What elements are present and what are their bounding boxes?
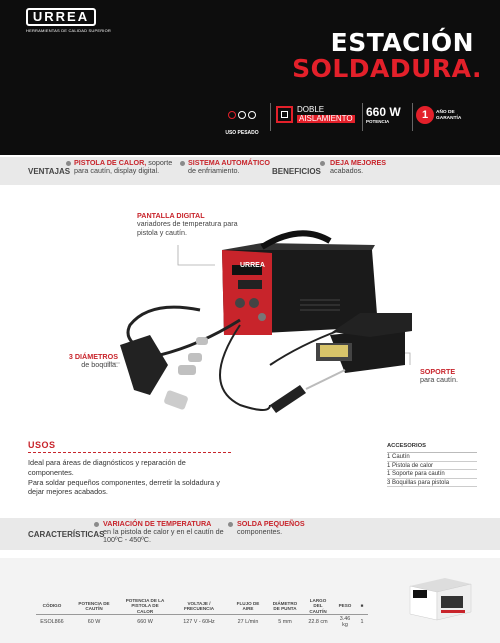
accesorios-table (387, 443, 477, 487)
aislamiento-feature: DOBLE AISLAMIENTO (276, 102, 356, 132)
box-icon: ■ (356, 598, 368, 615)
accesorio-item: 1 Pistola de calor (387, 462, 477, 471)
callout-pantalla: PANTALLA DIGITAL variadores de temperatura para pistola y cautín. (137, 211, 238, 237)
uso-pesado-feature (218, 102, 266, 136)
ventaja-item-2: SISTEMA AUTOMÁTICO de enfriamiento. (188, 158, 270, 176)
ventaja-item-1: PISTOLA DE CALOR, soporte para cautín, display digital. (74, 158, 173, 176)
product-logo: URREA (240, 262, 265, 269)
potencia-feature: 660 W POTENCIA (366, 105, 401, 124)
usos-title: USOS (28, 440, 56, 450)
caracteristica-item-1: VARIACIÓN DE TEMPERATURA en la pistola de calor y en el cautín de 100ºC - 450ºC. (103, 519, 224, 545)
specs-header-row: CÓDIGO POTENCIA DE CAUTÍN POTENCIA DE LA PISTOLA DE CALOR VOLTAJE / FRECUENCIA FLUJO DE AIRE DIÁMETRO DE PUNTA LARGO DEL CAUTÍN PESO ■ (36, 598, 368, 615)
uso-label: USO PESADO (225, 130, 259, 136)
specs-row: ESOL866 60 W 660 W 127 V - 60Hz 27 L/min 5 mm 22.8 cm 3.46 kg 1 (40, 615, 364, 628)
accesorios-title: ACCESORIOS (387, 443, 477, 453)
callout-soporte: SOPORTE para cautín. (420, 367, 458, 385)
uso-icons (218, 106, 266, 124)
product-illustration (0, 195, 500, 435)
specs-table (36, 598, 368, 629)
garantia-feature: 1 AÑO DE GARANTÍA (416, 102, 476, 132)
brand-tagline: HERRAMIENTAS DE CALIDAD SUPERIOR (26, 28, 112, 33)
beneficio-item-1: DEJA MEJORES acabados. (330, 158, 387, 176)
beneficios-label: BENEFICIOS (272, 167, 321, 176)
callout-diametros: 3 DIÁMETROS de boquilla. (68, 352, 118, 370)
caracteristica-item-2: SOLDA PEQUEÑOS componentes. (237, 519, 305, 537)
usos-text: Ideal para áreas de diagnósticos y reparación de componentes. Para soldar pequeños componentes, derretir la soldadura y dejar mejores acabados. (28, 458, 220, 497)
packaging-box-image (405, 572, 475, 624)
caracteristicas-label: CARACTERÍSTICAS (28, 530, 105, 539)
ventajas-label: VENTAJAS (28, 167, 71, 176)
urrea-logo: URREA HERRAMIENTAS DE CALIDAD SUPERIOR (26, 8, 96, 34)
header-banner (0, 0, 500, 155)
garantia-badge: 1 (416, 106, 434, 124)
accesorio-item: 1 Soporte para cautín (387, 470, 477, 479)
usos-divider (28, 452, 231, 453)
title-line2: SOLDADURA. (292, 54, 482, 83)
title-line1: ESTACIÓN (330, 28, 474, 57)
accesorio-item: 1 Cautín (387, 453, 477, 462)
accesorio-item: 3 Boquillas para pistola (387, 479, 477, 488)
double-insulation-icon (276, 106, 293, 123)
